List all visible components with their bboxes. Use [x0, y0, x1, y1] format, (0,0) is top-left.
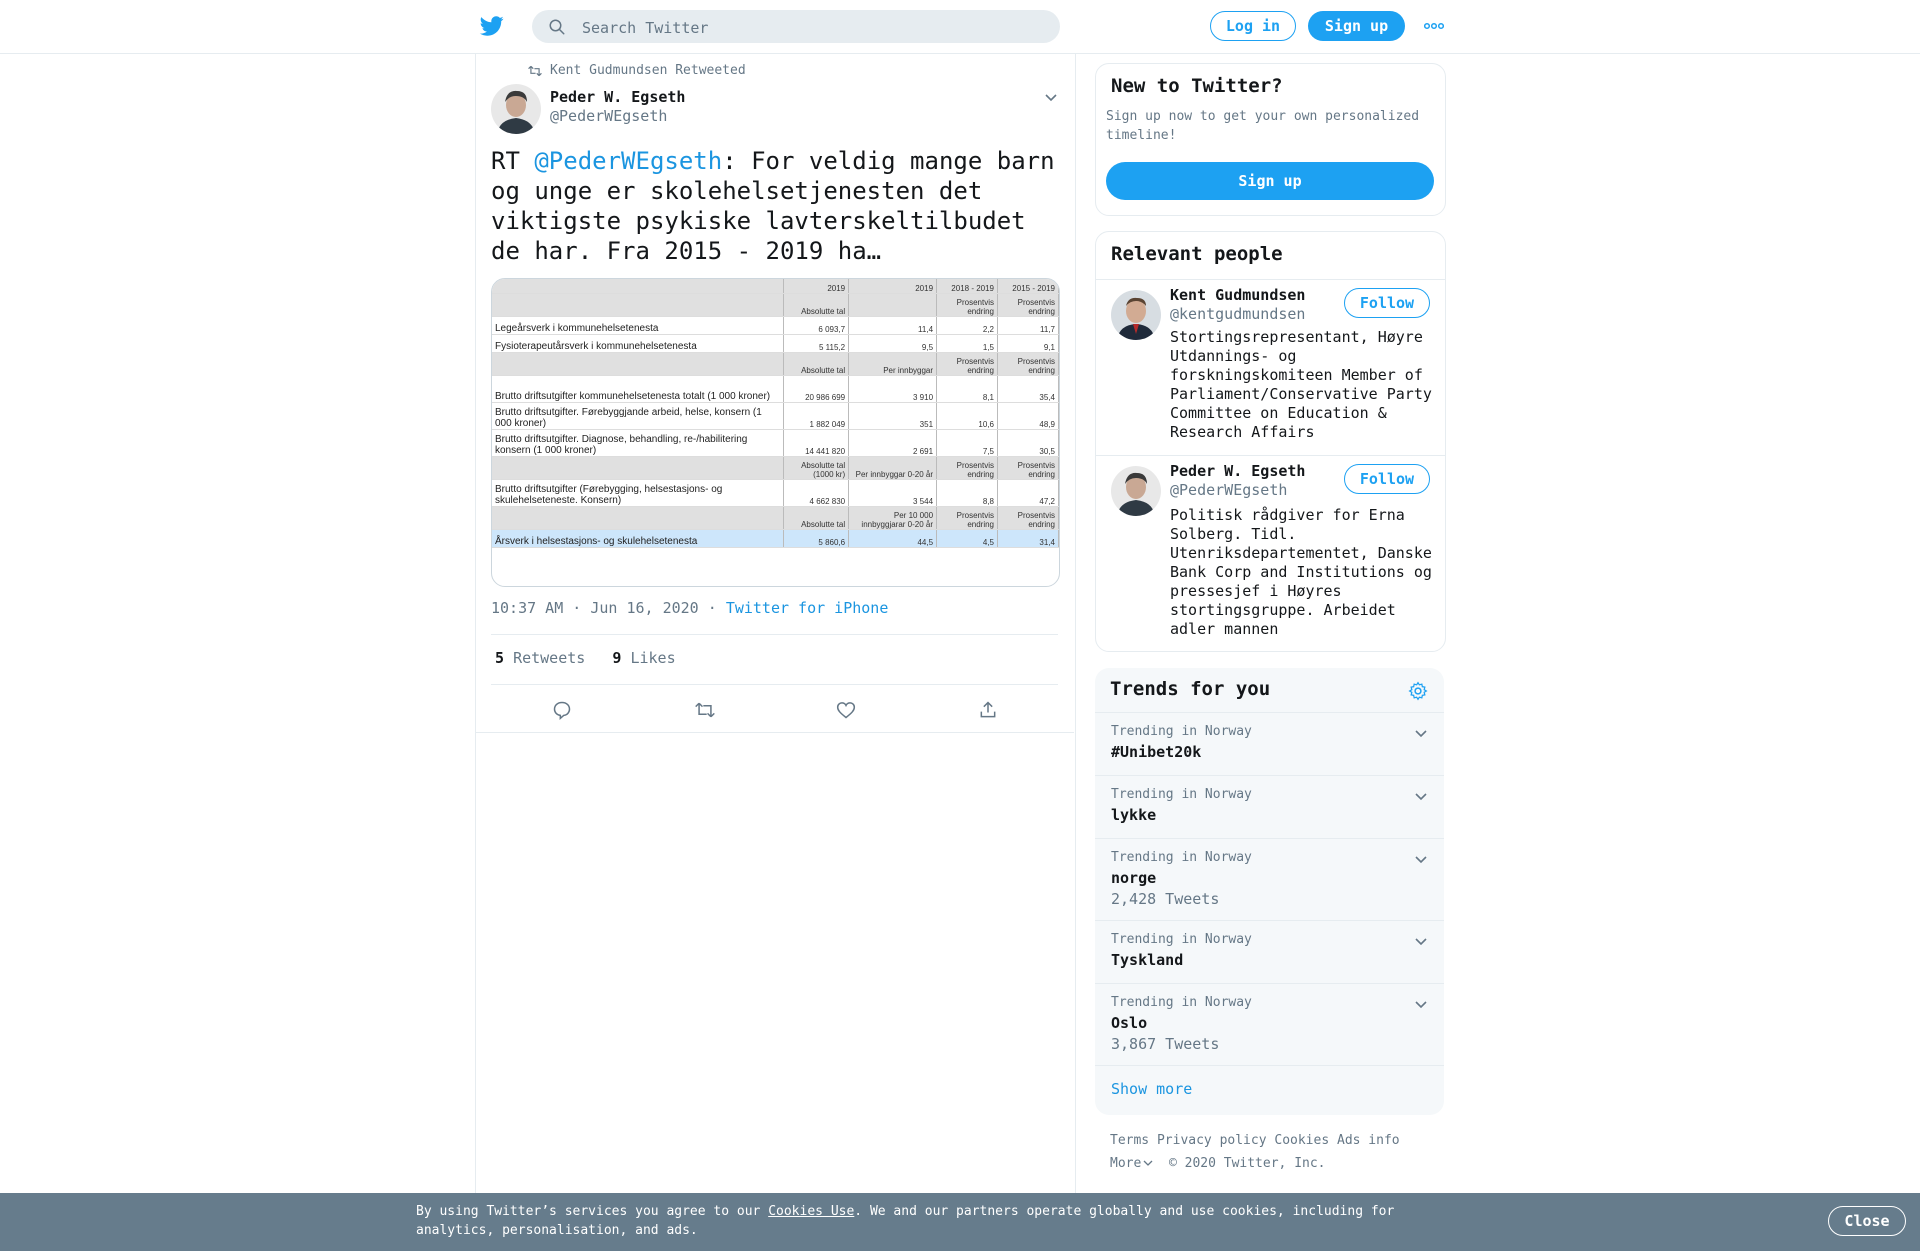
search-input[interactable]	[580, 10, 1044, 45]
more-options-icon[interactable]	[1424, 20, 1444, 32]
divider	[491, 634, 1058, 635]
new-to-twitter-title: New to Twitter?	[1111, 75, 1283, 97]
trend-name: norge	[1111, 869, 1157, 887]
person-handle[interactable]: @PederWEgseth	[1170, 481, 1288, 499]
tweet-stats	[495, 649, 676, 667]
table-row	[492, 507, 1059, 530]
table-cell	[492, 294, 784, 317]
table-cell: Legeårsverk i kommunehelsetenesta	[492, 317, 784, 335]
table-row	[492, 353, 1059, 376]
likes-stat[interactable]	[612, 649, 675, 667]
tweet-meta	[491, 599, 888, 617]
table-cell: 6 093,7	[784, 317, 849, 335]
table-cell: 14 441 820	[784, 430, 849, 457]
cookie-text-before: By using Twitter’s services you agree to our	[416, 1204, 769, 1219]
retweets-count: 5	[495, 649, 505, 667]
likes-label: Likes	[630, 649, 676, 667]
table-cell: 4 662 830	[784, 480, 849, 507]
chevron-down-icon	[1143, 1159, 1153, 1167]
table-cell: 10,6	[937, 403, 998, 430]
divider	[491, 684, 1058, 685]
trend-chevron-icon[interactable]	[1414, 791, 1428, 801]
footer-links-row2	[1110, 1156, 1326, 1171]
table-cell: 20 986 699	[784, 376, 849, 403]
trend-item[interactable]	[1095, 920, 1444, 984]
trend-chevron-icon[interactable]	[1414, 999, 1428, 1009]
trend-item[interactable]	[1095, 983, 1444, 1066]
search-box[interactable]	[532, 10, 1060, 43]
table-cell	[492, 457, 784, 480]
table-row	[492, 430, 1059, 457]
retweeted-by-text[interactable]: Kent Gudmundsen Retweeted	[550, 63, 746, 78]
table-cell: Absolutte tal	[784, 507, 849, 530]
table-cell: Per innbyggar 0-20 år	[849, 457, 937, 480]
footer-more-label: More	[1110, 1156, 1142, 1171]
cookie-close-button[interactable]: Close	[1828, 1206, 1906, 1236]
footer-links-row1	[1110, 1133, 1400, 1148]
table-row	[492, 294, 1059, 317]
avatar-image	[1111, 466, 1161, 516]
avatar-image	[491, 84, 541, 134]
cookie-text	[416, 1202, 1416, 1240]
table-cell: Per 10 000 innbyggjarar 0-20 år	[849, 507, 937, 530]
trend-item[interactable]	[1095, 712, 1444, 776]
table-cell: Fysioterapeutårsverk i kommunehelsetenesta	[492, 335, 784, 353]
trend-item[interactable]	[1095, 838, 1444, 921]
table-cell: Absolutte tal	[784, 353, 849, 376]
divider	[476, 732, 1074, 733]
retweets-label: Retweets	[513, 649, 586, 667]
like-icon[interactable]	[836, 700, 856, 720]
retweets-stat[interactable]	[495, 649, 585, 667]
trend-chevron-icon[interactable]	[1414, 854, 1428, 864]
table-row	[492, 376, 1059, 403]
table-cell: 8,8	[937, 480, 998, 507]
person-bio: Politisk rådgiver for Erna Solberg. Tidl. Utenriksdepartementet, Danske Bank Corp and Institutions og pressesjef i Høyres stortingsgruppe. Arbeidet adler mannen	[1170, 506, 1432, 638]
sidebar-signup-button[interactable]: Sign up	[1106, 162, 1434, 200]
tweet-menu-chevron-icon[interactable]	[1044, 92, 1058, 102]
table-cell: 3 544	[849, 480, 937, 507]
author-name[interactable]: Peder W. Egseth	[550, 88, 686, 106]
table-cell: Prosentvis endring	[998, 507, 1059, 530]
settings-gear-icon[interactable]	[1408, 681, 1428, 701]
table-cell: Absolutte tal	[784, 294, 849, 317]
table-cell: 9,1	[998, 335, 1059, 353]
table-row	[492, 480, 1059, 507]
tweet-media-image[interactable]	[491, 278, 1060, 587]
trends-title: Trends for you	[1110, 678, 1271, 700]
table-cell: Prosentvis endring	[937, 507, 998, 530]
table-cell: 9,5	[849, 335, 937, 353]
trend-context: Trending in Norway	[1111, 932, 1252, 947]
tweet-text	[491, 146, 1061, 266]
table-cell: 30,5	[998, 430, 1059, 457]
table-cell: 4,5	[937, 530, 998, 548]
trend-tweet-count: 3,867 Tweets	[1111, 1035, 1220, 1053]
reply-icon[interactable]	[552, 700, 572, 720]
person-bio: Stortingsrepresentant, Høyre Utdannings- og forskningskomiteen Member of Parliament/Conservative Party Committee on Education & Research Affairs	[1170, 328, 1432, 441]
person-handle[interactable]: @kentgudmundsen	[1170, 305, 1306, 323]
table-cell: 5 115,2	[784, 335, 849, 353]
tweet-text-body: : For veldig mange barn og unge er skolehelsetjenesten det viktigste psykiske lavterskeltilbudet de har. Fra 2015 - 2019 ha…	[491, 147, 1055, 265]
tweet-mention-link[interactable]: @PederWEgseth	[534, 147, 723, 175]
retweet-icon[interactable]	[694, 700, 716, 720]
table-cell: 2019	[849, 279, 937, 294]
trends-card	[1095, 668, 1444, 1115]
login-button[interactable]: Log in	[1210, 11, 1296, 41]
table-cell: 47,2	[998, 480, 1059, 507]
footer-more-link[interactable]	[1110, 1156, 1153, 1171]
trend-chevron-icon[interactable]	[1414, 936, 1428, 946]
table-cell	[492, 507, 784, 530]
signup-button[interactable]: Sign up	[1308, 11, 1405, 41]
footer-cookies-link[interactable]: Cookies	[1274, 1133, 1330, 1148]
footer-privacy-link[interactable]: Privacy policy	[1156, 1133, 1267, 1148]
table-cell: 3 910	[849, 376, 937, 403]
table-cell: 11,4	[849, 317, 937, 335]
table-cell: 1,5	[937, 335, 998, 353]
table-cell: 2015 - 2019	[998, 279, 1059, 294]
follow-button[interactable]: Follow	[1344, 464, 1430, 494]
new-to-twitter-card	[1095, 63, 1446, 216]
new-to-twitter-text: Sign up now to get your own personalized timeline!	[1106, 109, 1420, 143]
top-bar	[0, 0, 1920, 54]
table-row	[492, 530, 1059, 548]
author-handle[interactable]: @PederWEgseth	[550, 107, 668, 125]
cookie-text-after: . We and our partners operate globally and use cookies, including for analytics, personalisation, and ads.	[416, 1204, 1395, 1238]
person-avatar[interactable]	[1111, 290, 1161, 340]
media-spreadsheet	[492, 279, 1059, 548]
trend-name: #Unibet20k	[1111, 743, 1202, 761]
relevant-people-card	[1095, 231, 1446, 652]
search-icon	[548, 18, 566, 36]
table-cell: 2018 - 2019	[937, 279, 998, 294]
trend-name: lykke	[1111, 806, 1157, 824]
tweet-source-link[interactable]: Twitter for iPhone	[725, 599, 889, 617]
table-row	[492, 457, 1059, 480]
twitter-logo-icon[interactable]	[478, 14, 506, 38]
trend-item[interactable]	[1095, 775, 1444, 839]
table-row	[492, 403, 1059, 430]
show-more-link[interactable]: Show more	[1111, 1080, 1193, 1098]
person-name[interactable]: Peder W. Egseth	[1170, 462, 1306, 480]
person-name[interactable]: Kent Gudmundsen	[1170, 286, 1306, 304]
tweet-text-prefix: RT	[491, 147, 535, 175]
table-cell: Prosentvis endring	[998, 294, 1059, 317]
person-item[interactable]	[1096, 456, 1445, 651]
table-cell: Brutto driftsutgifter. Førebyggjande arbeid, helse, konsern (1 000 kroner)	[492, 403, 784, 430]
cookie-banner	[0, 1193, 1920, 1251]
trend-name: Oslo	[1111, 1014, 1148, 1032]
likes-count: 9	[612, 649, 622, 667]
table-cell: 5 860,6	[784, 530, 849, 548]
footer-terms-link[interactable]: Terms	[1110, 1133, 1150, 1148]
table-cell: 35,4	[998, 376, 1059, 403]
table-cell: Brutto driftsutgifter kommunehelsetenesta totalt (1 000 kroner)	[492, 376, 784, 403]
table-cell: 44,5	[849, 530, 937, 548]
avatar-image	[1111, 290, 1161, 340]
table-cell: 11,7	[998, 317, 1059, 335]
share-icon[interactable]	[978, 700, 998, 720]
table-cell: 351	[849, 403, 937, 430]
table-cell: Brutto driftsutgifter. Diagnose, behandling, re-/habilitering konsern (1 000 kroner)	[492, 430, 784, 457]
table-cell: Prosentvis endring	[998, 457, 1059, 480]
table-cell: 2 691	[849, 430, 937, 457]
table-cell: Brutto driftsutgifter (Førebygging, helsestasjons- og skulehelseteneste. Konsern)	[492, 480, 784, 507]
table-cell: Prosentvis endring	[937, 294, 998, 317]
table-cell: Absolutte tal (1000 kr)	[784, 457, 849, 480]
relevant-people-title: Relevant people	[1111, 243, 1283, 265]
table-row	[492, 335, 1059, 353]
tweet-timestamp[interactable]: 10:37 AM · Jun 16, 2020 ·	[491, 599, 726, 617]
trend-chevron-icon[interactable]	[1414, 728, 1428, 738]
footer-ads-link[interactable]: Ads info	[1337, 1133, 1400, 1148]
trend-tweet-count: 2,428 Tweets	[1111, 890, 1220, 908]
table-cell: 8,1	[937, 376, 998, 403]
trend-context: Trending in Norway	[1111, 724, 1252, 739]
person-item[interactable]	[1096, 280, 1445, 455]
retweet-small-icon	[528, 65, 542, 77]
table-cell	[849, 294, 937, 317]
trend-context: Trending in Norway	[1111, 995, 1252, 1010]
footer-copyright: © 2020 Twitter, Inc.	[1168, 1156, 1326, 1171]
table-cell: Prosentvis endring	[937, 457, 998, 480]
table-cell	[492, 353, 784, 376]
cookies-use-link[interactable]: Cookies Use	[768, 1204, 855, 1219]
table-cell: Prosentvis endring	[998, 353, 1059, 376]
author-avatar[interactable]	[491, 84, 541, 134]
follow-button[interactable]: Follow	[1344, 288, 1430, 318]
table-cell: 31,4	[998, 530, 1059, 548]
person-avatar[interactable]	[1111, 466, 1161, 516]
table-header-row	[492, 279, 1059, 294]
table-row	[492, 317, 1059, 335]
retweeted-by	[550, 63, 746, 78]
table-cell: Per innbyggar	[849, 353, 937, 376]
show-more-row[interactable]	[1095, 1065, 1444, 1115]
trend-context: Trending in Norway	[1111, 850, 1252, 865]
table-cell: 1 882 049	[784, 403, 849, 430]
table-cell: Prosentvis endring	[937, 353, 998, 376]
trend-context: Trending in Norway	[1111, 787, 1252, 802]
table-cell: 48,9	[998, 403, 1059, 430]
table-cell: Årsverk i helsestasjons- og skulehelsetenesta	[492, 530, 784, 548]
table-cell: 2019	[784, 279, 849, 294]
table-cell	[492, 279, 784, 294]
table-cell: 7,5	[937, 430, 998, 457]
table-cell: 2,2	[937, 317, 998, 335]
trend-name: Tyskland	[1111, 951, 1184, 969]
